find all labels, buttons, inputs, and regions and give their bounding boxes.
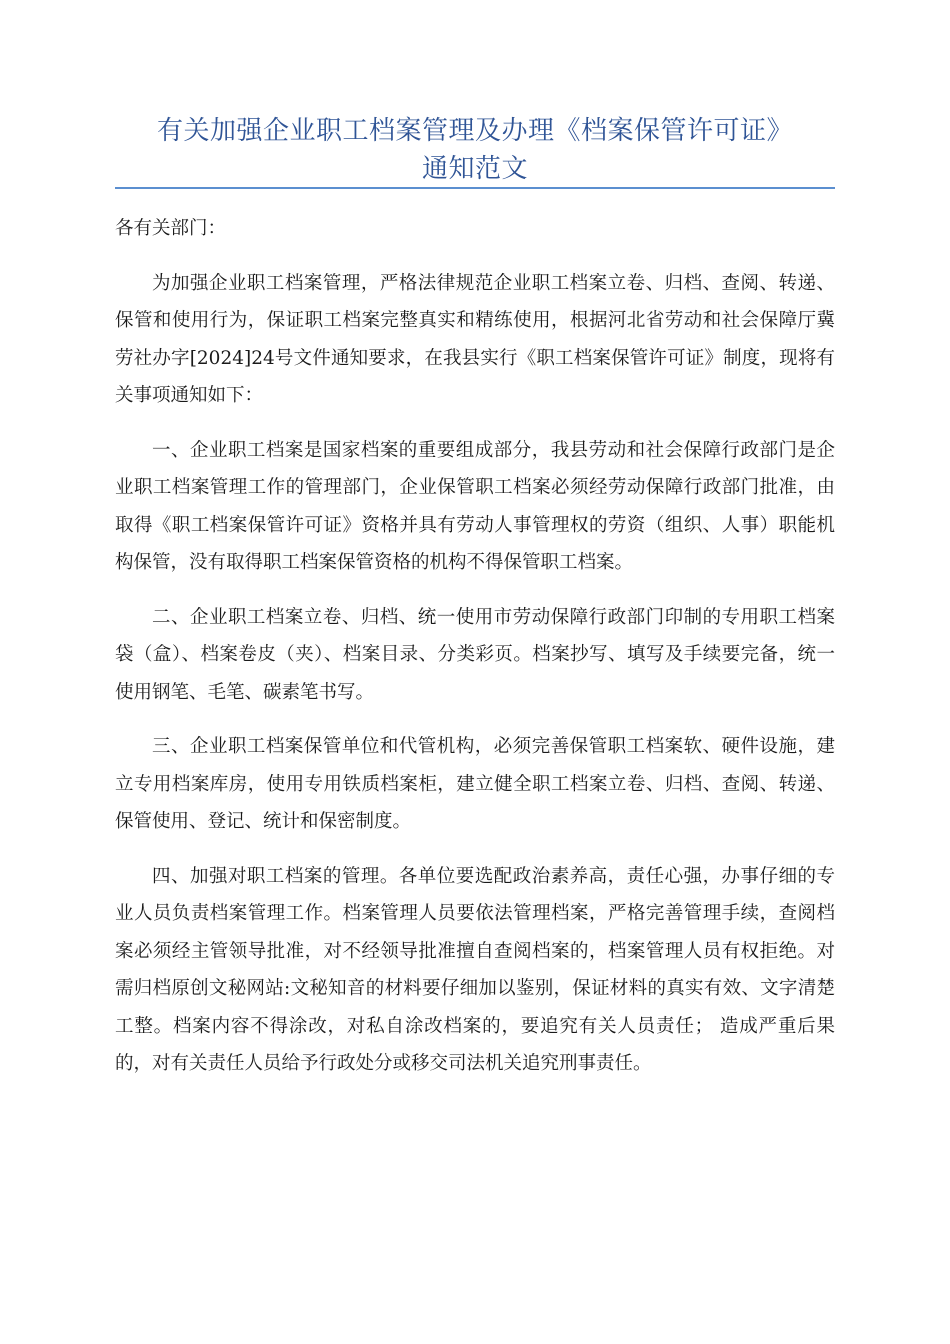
page-title (115, 112, 835, 188)
paragraph-item-2: 二、企业职工档案立卷、归档、统一使用市劳动保障行政部门印制的专用职工档案袋（盒）、档案卷皮（夹）、档案目录、分类彩页。档案抄写、填写及手续要完备，统一使用钢笔、毛笔、碳素笔书写。 (115, 606, 835, 703)
title-block (115, 112, 835, 188)
title-line-2: 通知范文 (421, 154, 528, 184)
title-underline (115, 187, 835, 189)
paragraph-item-4: 四、加强对职工档案的管理。各单位要选配政治素养高，责任心强，办事仔细的专业人员负责档案管理工作。档案管理人员要依法管理档案，严格完善管理手续，查阅档案必须经主管领导批准，对不经领导批准擅自查阅档案的，档案管理人员有权拒绝。对需归档原创文秘网站:文秘知音的材料要仔细加以鉴别，保证材料的真实有效、文字清楚工整。档案内容不得涂改，对私自涂改档案的，要追究有关人员责任； 造成严重后果的，对有关责任人员给予行政处分或移交司法机关追究刑事责任。 (115, 865, 835, 1074)
salutation: 各有关部门： (115, 218, 227, 239)
paragraph-item-3: 三、企业职工档案保管单位和代管机构，必须完善保管职工档案软、硬件设施，建立专用档案库房，使用专用铁质档案柜，建立健全职工档案立卷、归档、查阅、转递、保管使用、登记、统计和保密制度。 (115, 736, 835, 832)
paragraph-intro: 为加强企业职工档案管理，严格法律规范企业职工档案立卷、归档、查阅、转递、保管和使用行为，保证职工档案完整真实和精练使用，根据河北省劳动和社会保障厅冀劳社办字[2024]24号文件通知要求，在我县实行《职工档案保管许可证》制度，现将有关事项通知如下： (115, 272, 835, 406)
title-line-1: 有关加强企业职工档案管理及办理《档案保管许可证》 (156, 116, 793, 146)
paragraph-item-1: 一、企业职工档案是国家档案的重要组成部分，我县劳动和社会保障行政部门是企业职工档案管理工作的管理部门，企业保管职工档案必须经劳动保障行政部门批准，由取得《职工档案保管许可证》资格并具有劳动人事管理权的劳资（组织、人事）职能机构保管，没有取得职工档案保管资格的机构不得保管职工档案。 (115, 439, 835, 573)
document-body (115, 210, 835, 1100)
